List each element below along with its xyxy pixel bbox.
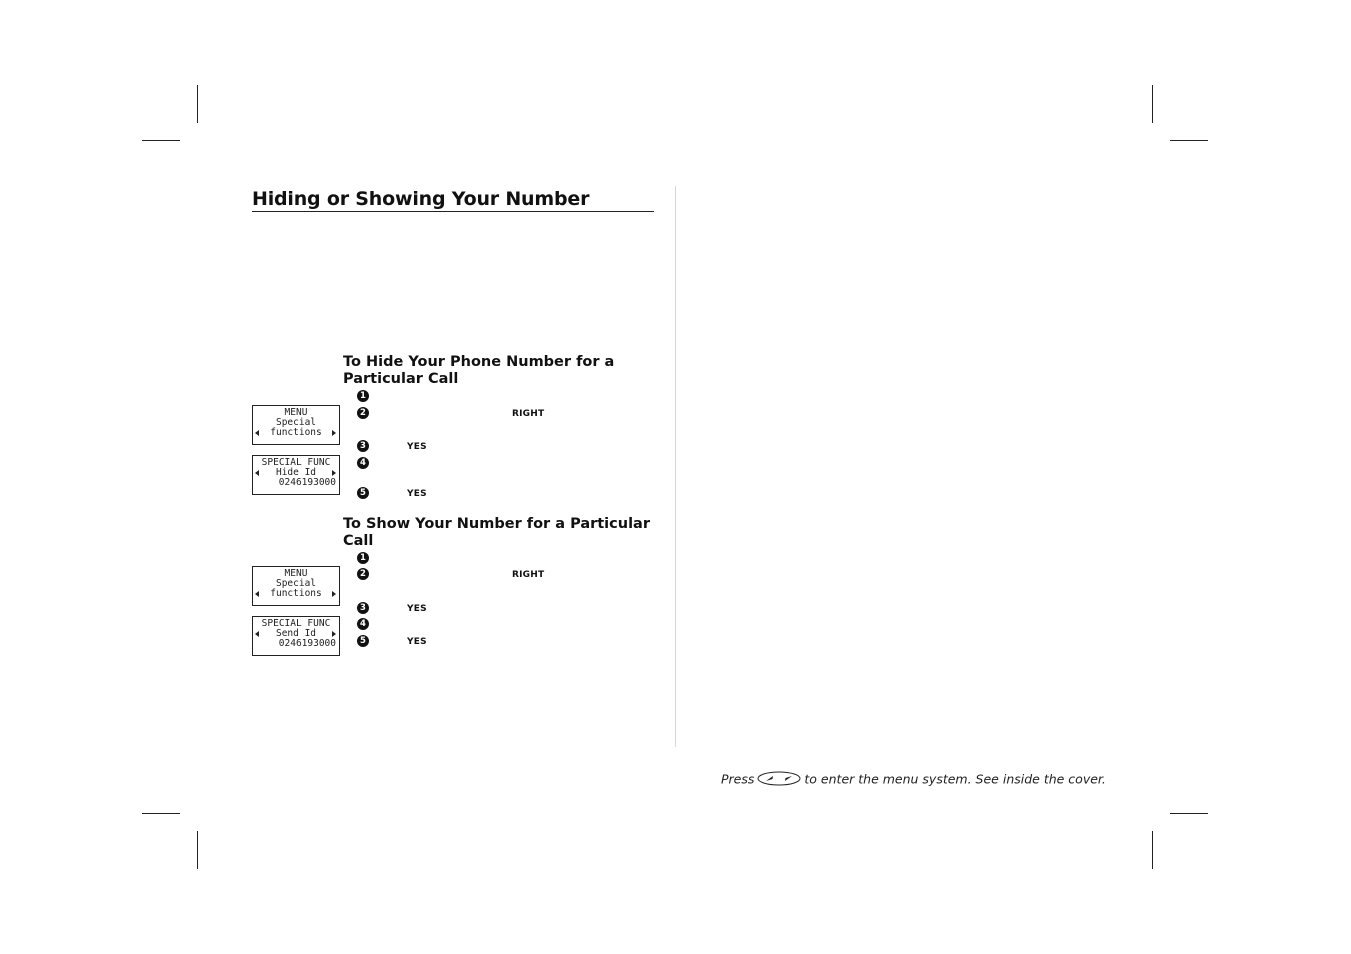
- key-name: YES: [407, 604, 427, 614]
- crop-mark: [142, 813, 180, 814]
- crop-mark: [1170, 813, 1208, 814]
- step-number: 3: [357, 602, 369, 614]
- display-line: functions: [270, 427, 322, 438]
- step-number: 1: [357, 390, 369, 402]
- footer-note: [721, 771, 1106, 789]
- left-arrow-icon: [255, 430, 259, 436]
- right-arrow-icon: [332, 591, 336, 597]
- step-number: 4: [357, 457, 369, 469]
- crop-mark: [197, 85, 198, 123]
- left-arrow-icon: [255, 591, 259, 597]
- crop-mark: [1152, 85, 1153, 123]
- page-title: Hiding or Showing Your Number: [252, 188, 654, 212]
- column-divider: [675, 186, 676, 747]
- display-line: MENU: [284, 568, 308, 579]
- right-arrow-icon: [332, 631, 336, 637]
- right-arrow-icon: [332, 470, 336, 476]
- display-line: Special: [275, 578, 317, 589]
- key-name: YES: [407, 637, 427, 647]
- display-line: 0246193000: [278, 638, 336, 649]
- display-line: Send Id: [275, 628, 317, 639]
- phone-display: [252, 405, 340, 445]
- step-number: 1: [357, 552, 369, 564]
- step-number: 5: [357, 635, 369, 647]
- section-heading-hide: To Hide Your Phone Number for a Particular Call: [343, 354, 615, 387]
- display-line: SPECIAL FUNC: [261, 457, 331, 468]
- left-arrow-icon: [255, 470, 259, 476]
- key-name: YES: [407, 442, 427, 452]
- display-line: Hide Id: [275, 467, 317, 478]
- footer-text-after: to enter the menu system. See inside the cover.: [804, 771, 1106, 787]
- step-number: 5: [357, 487, 369, 499]
- phone-display: [252, 616, 340, 656]
- menu-key-icon: [757, 771, 801, 789]
- crop-mark: [197, 831, 198, 869]
- key-name: RIGHT: [512, 409, 545, 419]
- crop-mark: [1170, 140, 1208, 141]
- crop-mark: [142, 140, 180, 141]
- display-line: 0246193000: [278, 477, 336, 488]
- step-number: 4: [357, 618, 369, 630]
- section-heading-show: To Show Your Number for a Particular Call: [343, 516, 650, 549]
- right-arrow-icon: [332, 430, 336, 436]
- phone-display: [252, 455, 340, 495]
- display-line: functions: [270, 588, 322, 599]
- step-number: 2: [357, 407, 369, 419]
- display-line: MENU: [284, 407, 308, 418]
- footer-text-before: Press: [721, 771, 755, 787]
- key-name: YES: [407, 489, 427, 499]
- phone-display: [252, 566, 340, 606]
- crop-mark: [1152, 831, 1153, 869]
- step-number: 3: [357, 440, 369, 452]
- display-line: SPECIAL FUNC: [261, 618, 331, 629]
- key-name: RIGHT: [512, 570, 545, 580]
- left-arrow-icon: [255, 631, 259, 637]
- display-line: Special: [275, 417, 317, 428]
- step-number: 2: [357, 568, 369, 580]
